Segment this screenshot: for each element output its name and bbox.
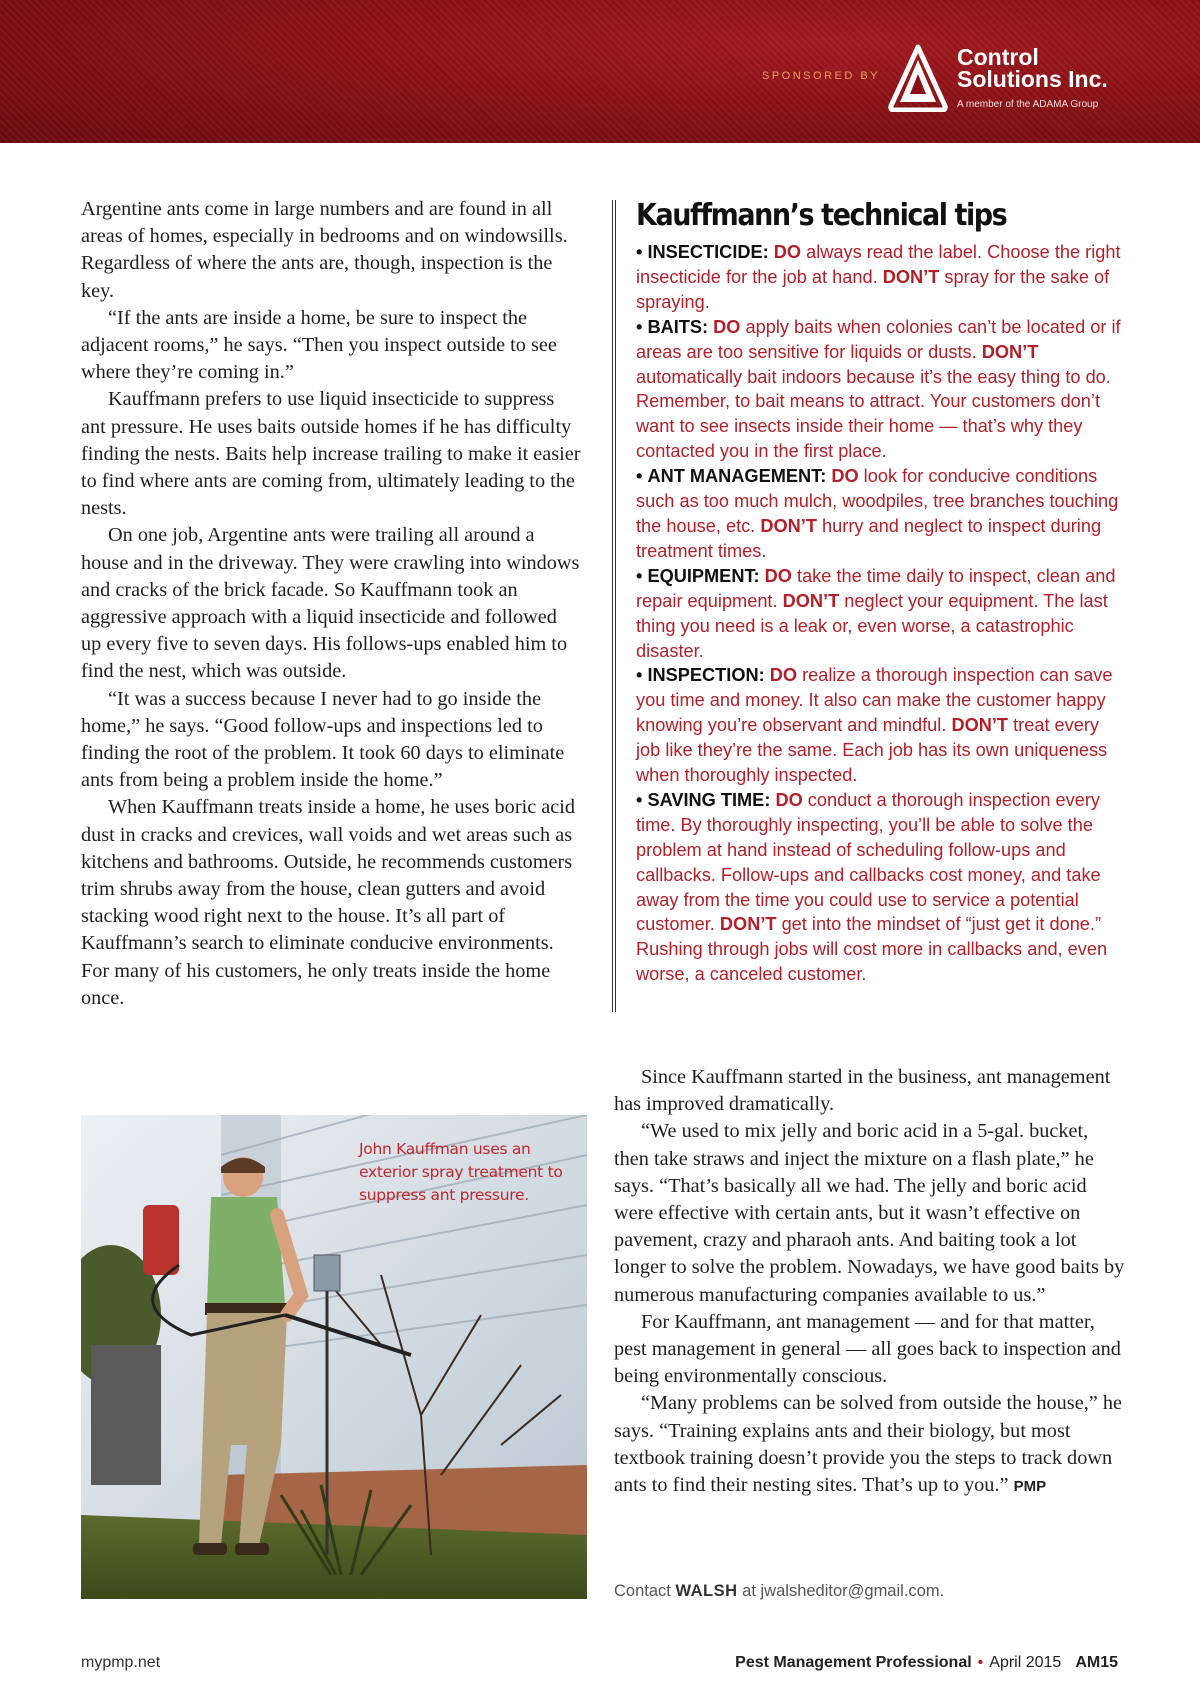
- article-paragraph-last: [614, 1390, 1126, 1500]
- contact-name: WALSH: [675, 1582, 738, 1600]
- article-paragraph: When Kauffmann treats inside a home, he uses boric acid dust in cracks and crevices, wall voids and wet areas such as kitchens and bathrooms. Outside, he recommends customers trim shrubs away from the house, clean gutters and avoid stacking wood right next to the house. It’s all part of Kauffmann’s search to eliminate conducive environments. For many of his customers, he only treats inside the home once.: [81, 796, 576, 1009]
- tip-dont-text: get into the mindset of “just get it done.” Rushing through jobs will cost more in callbacks and, even worse, a canceled customer.: [636, 914, 1108, 985]
- footer-page-number: AM15: [1075, 1654, 1118, 1671]
- tip-key: BAITS:: [647, 316, 709, 337]
- brand-name-line1: Control: [957, 44, 1039, 70]
- footer-publication-info: [735, 1654, 1118, 1672]
- tip-dont-text: hurry and neglect to inspect during treatment times.: [636, 515, 1102, 561]
- control-solutions-a-logo-icon: [888, 44, 948, 112]
- tip-do-text: look for conducive conditions such as too much mulch, woodpiles, tree branches touching the house, etc.: [636, 466, 1119, 536]
- tip-do-text: realize a thorough inspection can save you time and money. It also can make the customer happy knowing you’re observant and mindful.: [636, 665, 1113, 736]
- author-contact: [614, 1582, 944, 1601]
- tip-bullet: •: [636, 665, 643, 686]
- tip-do-label: DO: [775, 789, 803, 810]
- tip-dont-label: DON’T: [782, 590, 840, 611]
- article-paragraph: “If the ants are inside a home, be sure to inspect the adjacent rooms,” he says. “Then you inspect outside to see where they’re coming in.”: [81, 306, 557, 384]
- tip-do-text: apply baits when colonies can’t be located or if areas are too sensitive for liquids or dusts.: [636, 316, 1121, 362]
- tip-do-label: DO: [773, 242, 802, 262]
- tip-equipment: [636, 564, 1124, 664]
- footer-site-link[interactable]: mypmp.net: [81, 1654, 161, 1671]
- tip-key: SAVING TIME:: [647, 789, 771, 810]
- article-paragraph: For Kauffmann, ant management — and for that matter, pest management in general — all goes back to inspection and being environmentally conscious.: [614, 1310, 1121, 1388]
- contact-prefix: Contact: [614, 1582, 671, 1600]
- technical-tips-sidebar: [612, 200, 1124, 1012]
- tip-dont-text: neglect your equipment. The last thing you need is a leak or, even worse, a catastrophic disaster.: [636, 590, 1108, 661]
- tip-key: ANT MANAGEMENT:: [647, 466, 827, 487]
- brand-name-line2: Solutions Inc.: [957, 66, 1108, 92]
- tip-bullet: •: [636, 466, 643, 487]
- sponsor-header-band: [0, 0, 1200, 143]
- tip-bullet: •: [636, 316, 643, 337]
- tips-list: [636, 240, 1124, 987]
- article-right-column: [614, 1064, 1126, 1500]
- tip-dont-label: DON’T: [951, 715, 1009, 736]
- tip-do-label: DO: [764, 565, 792, 586]
- article-paragraph: Argentine ants come in large numbers and are found in all areas of homes, especially in bedrooms and on windowsills. Regardless of where the ants are, though, inspection is the key.: [81, 198, 568, 302]
- tip-dont-text: spray for the sake of spraying.: [636, 266, 1110, 312]
- tip-do-text: always read the label. Choose the right insecticide for the job at hand.: [636, 242, 1121, 287]
- tip-do-label: DO: [831, 466, 859, 487]
- tip-saving-time: [636, 788, 1124, 987]
- tip-insecticide: [636, 240, 1124, 315]
- footer-publication: Pest Management Professional: [735, 1654, 972, 1671]
- tip-key: INSECTICIDE:: [647, 242, 769, 262]
- article-paragraph: On one job, Argentine ants were trailing all around a house and in the driveway. They were crawling into windows and cracks of the brick facade. So Kauffmann took an aggressive approach with a liquid insecticide and followed up every five to seven days. His follows-ups enabled him to find the nest, which was outside.: [81, 524, 580, 683]
- tip-dont-label: DON’T: [719, 914, 777, 935]
- tip-baits: [636, 315, 1124, 464]
- tips-title: Kauffmann’s technical tips: [636, 198, 1007, 233]
- footer-issue: April 2015: [989, 1654, 1062, 1671]
- tip-ant-management: [636, 464, 1124, 564]
- tip-inspection: [636, 663, 1124, 788]
- tip-bullet: •: [636, 789, 643, 810]
- article-left-column: [81, 196, 581, 1012]
- tip-dont-text: automatically bait indoors because it’s the easy thing to do. Remember, to bait means to attract. Your customers don’t want to see insects inside their home — that’s why they contacted you in the first place.: [636, 366, 1111, 462]
- tip-dont-label: DON’T: [981, 341, 1039, 362]
- brand-tagline: A member of the ADAMA Group: [957, 99, 1099, 110]
- article-end-mark: PMP: [1013, 1478, 1047, 1496]
- footer-separator: •: [977, 1654, 984, 1671]
- tip-do-text: conduct a thorough inspection every time. By thoroughly inspecting, you’ll be able to solve the problem at hand instead of scheduling follow-ups and callbacks. Follow-ups and callbacks cost money, and take away from the time you could use to service a potential customer.: [636, 789, 1101, 935]
- article-photo: [81, 1115, 587, 1599]
- photo-caption: John Kauffman uses an exterior spray treatment to suppress ant pressure.: [359, 1140, 563, 1204]
- article-paragraph: “It was a success because I never had to go inside the home,” he says. “Good follow-ups and inspections led to finding the root of the problem. It took 60 days to eliminate ants from being a problem inside the home.”: [81, 687, 565, 792]
- tip-do-text: take the time daily to inspect, clean and repair equipment.: [636, 565, 1116, 611]
- tip-dont-label: DON’T: [760, 515, 817, 536]
- tip-bullet: •: [636, 242, 643, 262]
- tip-key: EQUIPMENT:: [647, 565, 760, 586]
- sponsored-by-label: SPONSORED BY: [762, 70, 881, 82]
- article-paragraph-text: “Many problems can be solved from outside the house,” he says. “Training explains ants and their biology, but most textbook training doesn’t provide you the steps to track down ants to find their nesting sites. That’s up to you.”: [614, 1392, 1122, 1497]
- tip-bullet: •: [636, 565, 643, 586]
- tip-do-label: DO: [713, 316, 741, 337]
- contact-mid: at: [742, 1582, 756, 1600]
- article-paragraph: Since Kauffmann started in the business, ant management has improved dramatically.: [614, 1066, 1111, 1116]
- contact-email-link[interactable]: jwalsheditor@gmail.com.: [760, 1582, 945, 1600]
- article-paragraph: “We used to mix jelly and boric acid in a 5-gal. bucket, then take straws and inject the mixture on a flash plate,” he says. “That’s basically all we had. The jelly and boric acid were effective with certain ants, but it wasn’t effective on pavement, crazy and pharaoh ants. And baiting took a lot longer to solve the problem. Nowadays, we have good baits by numerous manufacturing companies available to us.”: [614, 1120, 1125, 1306]
- tip-dont-text: treat every job like they’re the same. Each job has its own uniqueness when thoroughly inspected.: [636, 715, 1108, 786]
- tip-key: INSPECTION:: [647, 665, 765, 686]
- tip-do-label: DO: [769, 665, 797, 686]
- brand-name: [957, 46, 1157, 90]
- tip-dont-label: DON’T: [882, 266, 940, 287]
- article-paragraph: Kauffmann prefers to use liquid insecticide to suppress ant pressure. He uses baits outside homes if he has difficulty finding the nests. Baits help increase trailing to make it easier to find where ants are coming from, ultimately leading to the nests.: [81, 388, 581, 520]
